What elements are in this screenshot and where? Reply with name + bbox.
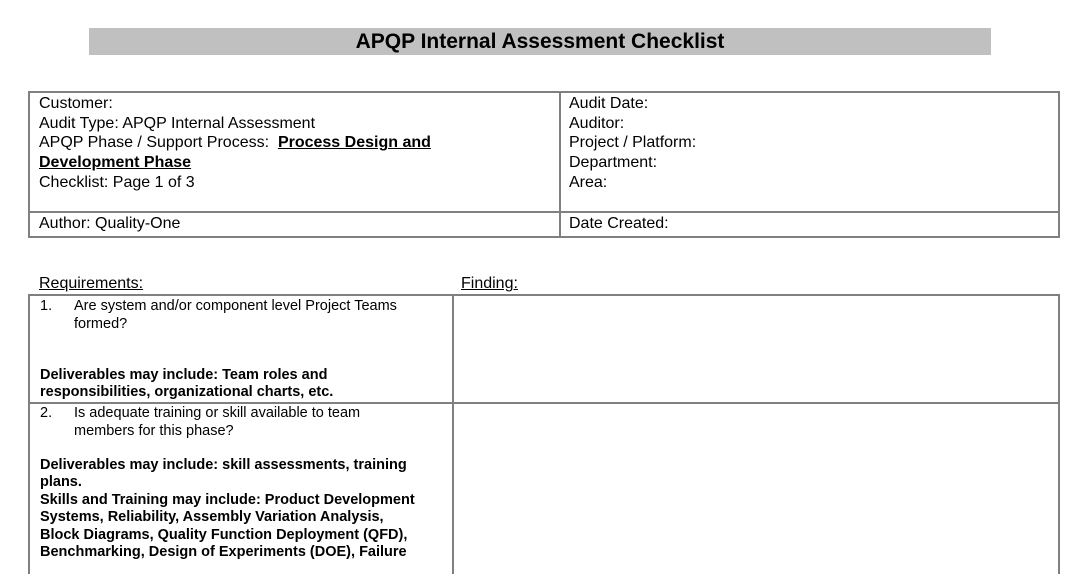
question-line: Are system and/or component level Project Teams xyxy=(74,298,397,314)
requirements-table xyxy=(28,294,1060,574)
deliverables-line: Deliverables may include: skill assessments, training xyxy=(40,457,407,473)
audit-type-label: Audit Type: APQP Internal Assessment xyxy=(39,114,316,132)
skills-line: Benchmarking, Design of Experiments (DOE), Failure xyxy=(40,544,407,561)
header-table xyxy=(28,91,1060,238)
question-line: members for this phase? xyxy=(74,423,234,439)
finding-column-label: Finding: xyxy=(461,275,518,292)
deliverables-line: plans. xyxy=(40,474,82,491)
skills-line: Block Diagrams, Quality Function Deployment (QFD), xyxy=(40,526,408,543)
apqp-phase-label: APQP Phase / Support Process: xyxy=(39,134,270,152)
auditor-label: Auditor: xyxy=(569,114,625,132)
skills-line: Systems, Reliability, Assembly Variation Analysis, xyxy=(40,509,384,526)
date-created-label: Date Created: xyxy=(569,215,669,232)
apqp-phase-value: Process Design and xyxy=(277,134,431,152)
column-divider xyxy=(559,93,561,236)
item-question xyxy=(74,404,444,440)
finding-cell-2[interactable] xyxy=(454,404,1058,576)
row-divider xyxy=(30,211,1058,213)
requirements-column-label: Requirements: xyxy=(39,275,144,292)
author-label: Author: Quality-One xyxy=(39,215,181,232)
department-label: Department: xyxy=(569,154,658,172)
deliverables-line: responsibilities, organizational charts, etc. xyxy=(40,384,334,401)
page-title: APQP Internal Assessment Checklist xyxy=(89,28,991,55)
apqp-phase-line xyxy=(39,133,431,153)
question-line: formed? xyxy=(74,316,128,332)
question-line: Is adequate training or skill available to team xyxy=(74,405,361,421)
header-right-cell xyxy=(569,94,696,193)
skills-line: Skills and Training may include: Product Development xyxy=(40,491,415,508)
area-label: Area: xyxy=(569,173,608,191)
deliverables-line: Deliverables may include: Team roles and xyxy=(40,367,328,383)
item-question xyxy=(74,297,444,333)
audit-date-label: Audit Date: xyxy=(569,95,649,112)
item-deliverables xyxy=(40,457,450,561)
item-number: 2. xyxy=(40,405,53,421)
checklist-page-label: Checklist: Page 1 of 3 xyxy=(39,173,195,191)
header-left-cell xyxy=(39,94,431,193)
item-deliverables xyxy=(40,367,450,402)
apqp-phase-value-cont: Development Phase xyxy=(39,154,192,172)
finding-cell-1[interactable] xyxy=(454,296,1058,402)
customer-label: Customer: xyxy=(39,95,113,112)
item-number: 1. xyxy=(40,298,53,314)
project-platform-label: Project / Platform: xyxy=(569,134,697,152)
